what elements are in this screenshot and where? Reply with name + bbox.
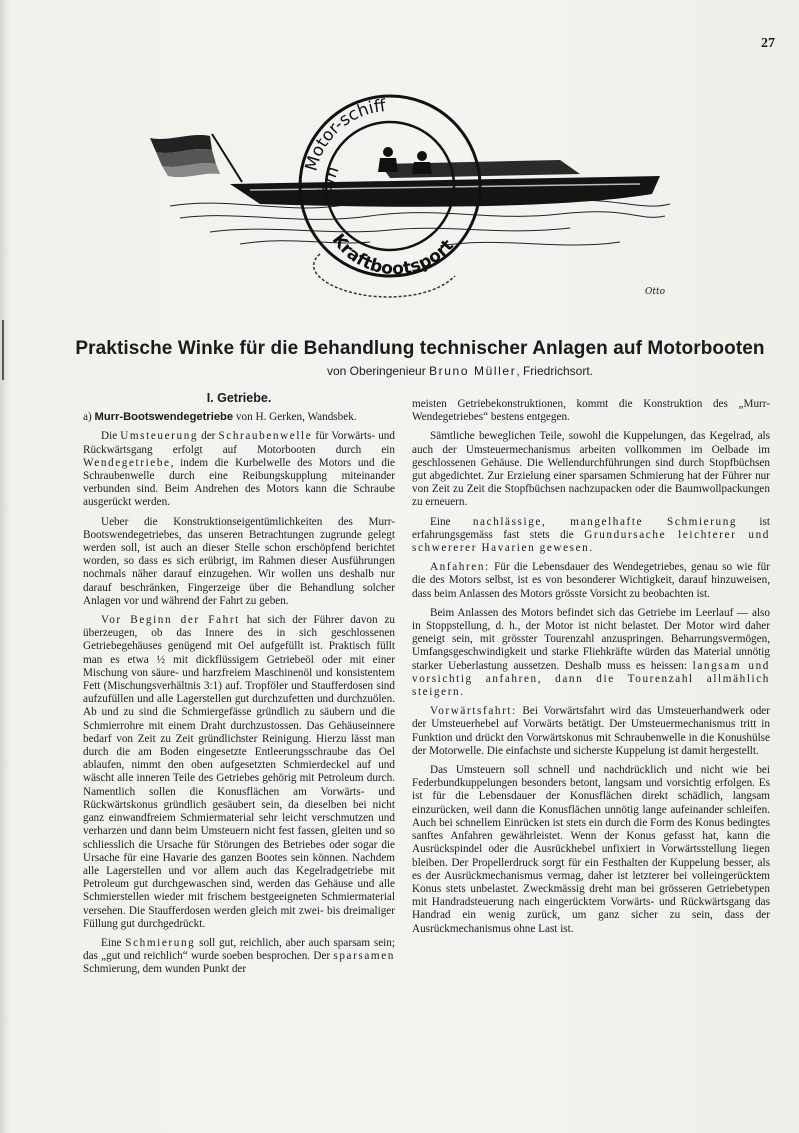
subheading-rest: von H. Gerken, Wandsbek. [233, 411, 357, 424]
article-title: Praktische Winke für die Behandlung technischer Anlagen auf Motorbooten [75, 338, 765, 359]
text-run: Für die Lebensdauer des Wendegetriebes, genau so wie für die des Motors selbst, ist es von besonderer Wichtigkeit, darauf hinzuweisen, dass beim Anlassen des Motors grösste Vorsicht zu beobachten ist. [412, 561, 770, 600]
spaced-term: Wendegetriebe [83, 456, 171, 469]
spaced-term: Schmierung [125, 936, 196, 949]
spaced-term: Anfahren: [430, 561, 490, 574]
paragraph [83, 614, 395, 931]
page-number: 27 [761, 36, 775, 51]
left-column [83, 390, 395, 983]
byline [200, 364, 720, 378]
byline-prefix: von Oberingenieur [327, 364, 426, 378]
subheading [83, 411, 395, 424]
artist-signature: Otto [645, 287, 666, 297]
ring-left-text: Vom [311, 163, 344, 206]
paragraph [412, 561, 770, 601]
spaced-term: sparsamen [333, 950, 395, 963]
subheading-bold: Murr-Bootswendegetriebe [94, 411, 234, 424]
text-run: Bei Vorwärtsfahrt wird das Umsteuerhandwerk oder der Umsteuerhebel auf Vorwärts betätigt. Der Umsteuermechanismus tritt in Funktion und drückt den Vorwärtskonus mit Schraubenwelle in die Konushülse der Motorwelle. Die einfachste und sicherste Kuppelung ist damit hergestellt. [412, 705, 770, 757]
paragraph: Ueber die Konstruktionseigentümlichkeiten des Murr-Bootswendegetriebes, das unseren Betrachtungen zugrunde gelegt werden soll, ist auch an dieser Stelle schon erschöpfend berichtet worden, so dass es sich erübrigt, im Rahmen dieser Ausführungen nochmals näher darauf einzugehen. Wir wollen uns deshalb nur darauf beschränken, Fingerzeige über die Behandlung solcher Anlagen vor und während der Fahrt zu geben. [83, 515, 395, 607]
paragraph [412, 607, 770, 699]
text-run: Beim Anlassen des Motors befindet sich das Getriebe im Leerlauf — also in Stoppstellung, d. h., der Motor ist nicht belastet. Der Motor wird daher geneigt sein, mit grösster Tourenzahl anzuspringen. Beharrungsvermögen, Umfangsgeschwindigkeit und starke Fliehkräfte würden das Material unnötig starker Ueberlastung aussetzen. Deshalb muss es heissen: [412, 606, 770, 672]
text-run: Eine [101, 936, 126, 949]
text-run: Schmierung, dem wunden Punkt der [83, 963, 247, 976]
paragraph: meisten Getriebekonstruktionen, kommt die Konstruktion des „Murr-Wendegetriebes“ bestens entgegen. [412, 398, 770, 424]
motorboat-hull [230, 160, 660, 207]
paragraph [412, 516, 770, 556]
text-run: hat sich der Führer davon zu überzeugen, ob das Innere des in sich geschlossenen Getriebegehäuses genügend mit Oel aufgefüllt ist. Praktisch füllt man es etwa ½ mit dickflüssigem Getriebeöl oder mit einer Mischung von säure- und harzfreiem Maschinenöl und konsistentem Fett (Mischungsverhältnis 3:1) auf. Tropföler und Staufferdosen sind aufzufüllen und alle Lagerstellen gut durchzufetten und durchzuölen. Ab und zu sind die Schmiergefässe gründlich zu säubern und die Schmierrohre mit einem Draht durchzustossen. Das Gehäuseinnere bedarf von Zeit zu Zeit gründlichster Reinigung. Hierzu lässt man durch die am Boden eingesetzte Entleerungsschraube das Oel ablaufen, nimmt den oben aufgesetzten Schmierdeckel auf und wäscht alle inneren Teile des Getriebes gehörig mit Petroleum durch. Namentlich sollen die Konusflächen am Vorwärts- und Rückwärtskonus gründlich gesäubert sein, da dieselben bei nicht ganz einwandfreiem Schmiermaterial sehr leicht verschmutzen und verharzen und dann beim Umsteuern nicht fest fassen, gleiten und so schliesslich die Ursache für Störungen des Betriebes oder sogar die Ursache für eine Havarie des ganzen Bootes sein können. Nachdem alle Lagerstellen und vor allem auch das Kegelradgetriebe mit Petroleum gut durchgewaschen sind, werden das Gehäuse und alle Schmierstellen wieder mit frischem bestgeeigneten Schmiermaterial versehen. Die Staufferdosen werden gleich mit zwei- bis dreimaliger Füllung gut durchgedrückt. [83, 614, 396, 930]
text-run: Die [101, 430, 121, 443]
paragraph: Das Umsteuern soll schnell und nachdrücklich und nicht wie bei Federbundkuppelungen besonders betont, langsam und vorsichtig erfolgen. Es ist für die Lebensdauer der Konusflächen direkt schädlich, langsam einzurücken, weil dann die Konusflächen unnötig lange aufeinander schleifen. Auch bei schnellem Einrücken ist stets ein durch die Form des Konus bedingtes sanftes Anfahren gewährleistet. Wenn der Konus gefasst hat, kann die Ausrückspindel oder die Ausrückhebel unfixiert in Vorwärtsstellung liegen bleiben. Der Propellerdruck sorgt für ein Festhalten der Kuppelung besser, als es der Ausrückmechanismus vermag, daher ist letzterer bei volleingerücktem Konus stets unbelastet. Zweckmässig dreht man bei grösseren Getriebetypen mit Handradsteuerung nach eingerücktem Vorwärts- und Rückwärtsgang das Handrad ein wenig zurück, um ganz sicher zu sein, dass der Ausrückmechanismus ohne Last ist. [412, 764, 770, 935]
subheading-label: a) [83, 411, 95, 424]
text-run: ist erfahrungsgemäss fast stets die [412, 515, 770, 541]
section-heading: I. Getriebe. [206, 391, 272, 405]
text-run: , indem die Kurbelwelle des Motors und die Schraubenwelle durch eine Reibungskupplung miteinander verbunden sind. Beim Andrehen des Motors kann die Schraube ausgerückt werden. [83, 456, 395, 509]
spaced-term: nachlässige, mangelhafte Schmierung [472, 515, 738, 528]
spaced-term: Vorwärtsfahrt: [430, 705, 517, 718]
paragraph: Sämtliche beweglichen Teile, sowohl die Kuppelungen, das Kegelrad, als auch der Umsteuermechanismus arbeiten vollkommen im Oelbade im geschlossenen Gehäuse. Die Wellendurchführungen sind durch Stopfbüchsen gut abgedichtet. Zur Erzielung einer sparsamen Schmierung hat der Führer nur von Zeit zu Zeit die Stopfbüchsen nachzupacken oder die Baumwollpackungen zu erneuern. [412, 430, 770, 509]
paragraph [83, 430, 395, 509]
text-run: Eine [430, 515, 473, 528]
binding-mark [2, 320, 10, 380]
text-run: der [198, 430, 219, 443]
paragraph [412, 705, 770, 758]
byline-author: Bruno Müller [429, 364, 517, 378]
spaced-term: Schraubenwelle [218, 430, 313, 443]
right-column [412, 398, 770, 942]
spaced-term: Vor Beginn der Fahrt [101, 614, 240, 627]
text-run: für Vorwärts- und Rückwärtsgang erfolgt auf Motorbooten durch ein [83, 430, 395, 456]
motorboat-emblem-illustration [140, 86, 680, 301]
text-run: soll gut, reichlich, aber auch sparsam sein; das „gut und reichlich“ wurde soeben besprochen. Der [83, 936, 395, 963]
flag-icon [150, 134, 242, 182]
paragraph [83, 937, 395, 977]
ring-top-text: Motor-schiff [301, 95, 387, 174]
spaced-term: langsam und vorsichtig anfahren, dann die Tourenzahl allmählich steigern. [412, 659, 770, 699]
ring-bottom-text: Kraftbootsport [327, 230, 458, 280]
spaced-term: Grundursache leichterer und schwererer Havarien gewesen. [412, 528, 770, 555]
spaced-term: Umsteuerung [120, 430, 199, 443]
byline-suffix: , Friedrichsort. [516, 364, 593, 378]
